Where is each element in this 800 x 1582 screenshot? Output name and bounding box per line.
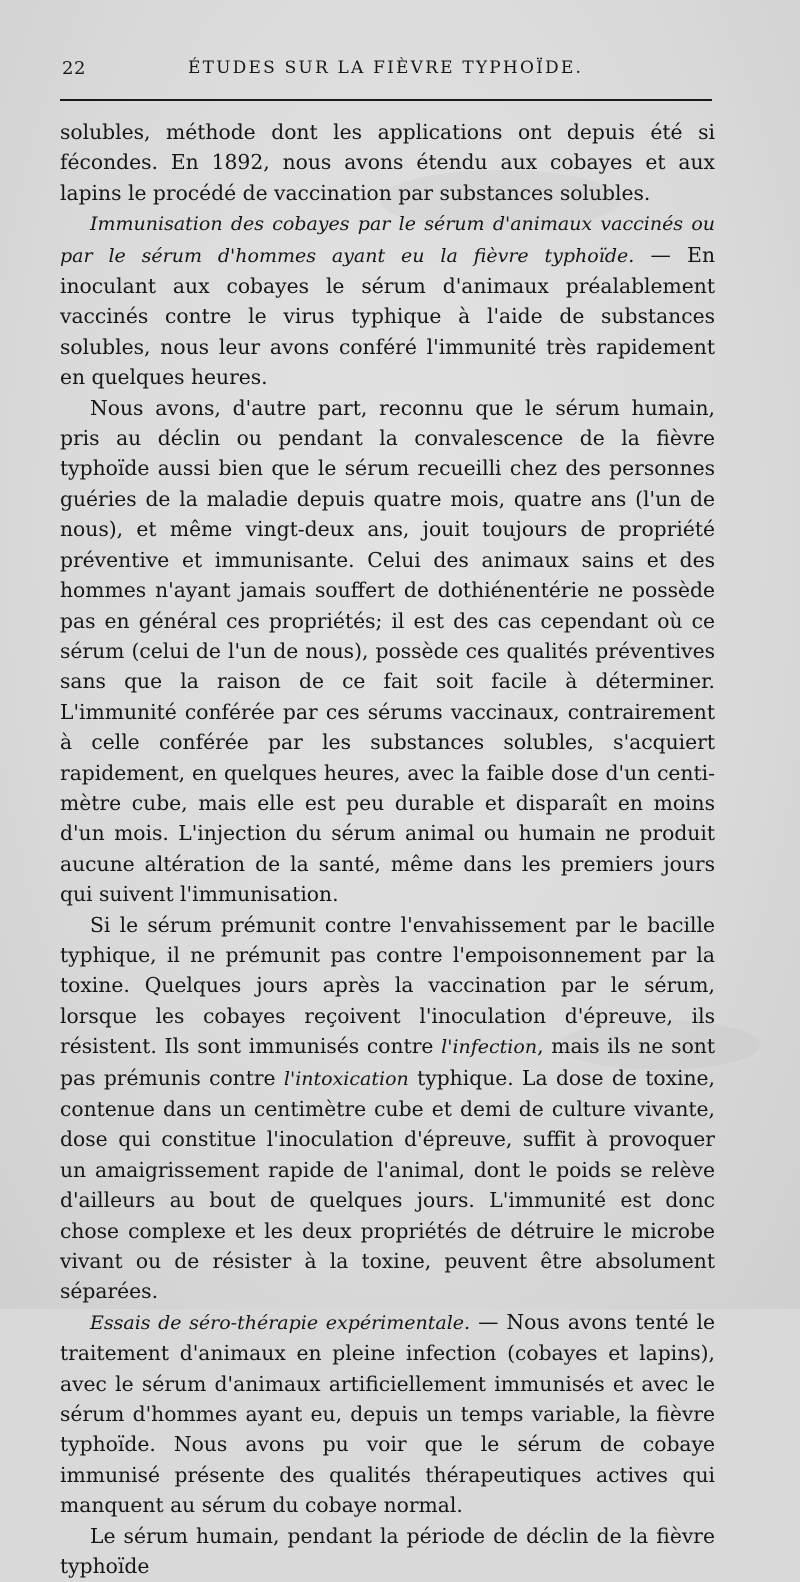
paragraph-text: Nous avons, d'autre part, reconnu que le sérum humain, pris au déclin ou pendant la convalescence de la fièvre typhoïde aussi bien que le sérum recueilli chez des personnes guéries de la maladie depuis quatre mois, quatre ans (l'un de nous), et même vingt-deux ans, jouit toujours de propriété préventive et immunisante. Celui des animaux sains et des hommes n'ayant jamais souffert de dothiénentérie ne possède pas en général ces propriétés; il est des cas cependant où ce sérum (celui de l'un de nous), possède ces qualités préventives sans que la raison de ce fait soit facile à déterminer. L'immunité conférée par ces sérums vaccinaux, contrairement à celle conférée par les substances solubles, s'acquiert rapidement, en quelques heures, avec la faible dose d'un centimètre cube, mais elle est peu durable et disparaît en moins d'un mois. L'injection du sérum animal ou humain ne produit aucune altération de la santé, même dans les premiers jours qui suivent l'immunisation. — [60, 395, 715, 907]
paragraph-text: , mais ils ne sont pas prémunis contre — [60, 1034, 715, 1090]
paragraph-continuation — [60, 117, 715, 208]
paragraph-human-serum — [60, 393, 715, 910]
italic-term: l'infection — [441, 1036, 538, 1059]
paragraph-text: Le sérum humain, pendant la période de déclin de la fièvre typhoïde — [60, 1523, 715, 1579]
paragraph-text: Si le sérum prémunit contre l'envahissement par le bacille typhique, il ne prémunit pas contre l'empoisonnement par la toxine. Quelques jours après la vaccination par le sérum, lorsque les cobayes reçoivent l'inoculation d'épreuve, ils résistent. Ils sont immunisés contre — [60, 912, 715, 1059]
running-title: ÉTUDES SUR LA FIÈVRE TYPHOÏDE. — [188, 58, 584, 78]
paragraph-text: typhique. La dose de toxine, contenue dans un centimètre cube et demi de culture vivante, dose qui constitue l'inoculation d'épreuve, suffit à provoquer un amaigrissement rapide de l'animal, dont le poids se relève d'ailleurs au bout de quelques jours. L'immunité est donc chose complexe et les deux propriétés de détruire le microbe vivant ou de résister à la toxine, peuvent être absolument séparées. — [60, 1065, 716, 1304]
paragraph-serotherapy — [60, 1307, 715, 1521]
paragraph-immunisation — [60, 208, 715, 392]
header-rule — [60, 99, 712, 101]
italic-term: l'intoxication — [283, 1067, 409, 1090]
paragraph-last-line — [60, 1521, 715, 1582]
paragraph-text: — En inoculant aux cobayes le sérum d'animaux préalablement vaccinés contre le virus typhique à l'aide de substances solubles, nous leur avons conféré l'immunité très rapidement en quelques heures. — [60, 242, 716, 390]
page-number: 22 — [62, 58, 86, 79]
section-heading: Essais de séro-thérapie expérimentale. — [90, 1311, 471, 1334]
body-text — [60, 117, 715, 1582]
paragraph-text: — Nous avons tenté le traitement d'animaux en pleine infection (cobayes et lapins), avec le sérum d'animaux artificiellement immunisés et avec le sérum d'hommes ayant eu, depuis un temps variable, la fièvre typhoïde. Nous avons pu voir que le sérum de cobaye immunisé présente des qualités thérapeutiques actives qui manquent au sérum du cobaye normal. — [60, 1309, 715, 1518]
paragraph-text: solubles, méthode dont les applications ont depuis été si fécondes. En 1892, nous avons étendu aux cobayes et aux lapins le procédé de vaccination par substances solubles. — [60, 120, 715, 205]
page-header — [62, 58, 712, 88]
section-heading: Immunisation des cobayes par le sérum d'animaux vaccinés ou par le sérum d'hommes ayant eu la fièvre typhoïde. — [60, 213, 715, 267]
paragraph-toxin — [60, 910, 715, 1307]
